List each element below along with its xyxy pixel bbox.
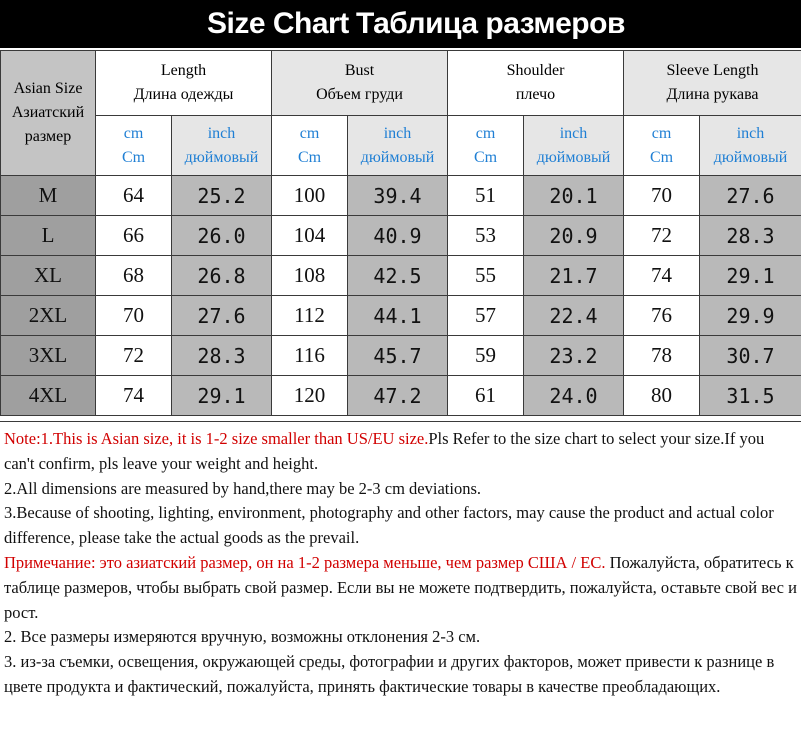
size-table: [0, 50, 801, 416]
inch-value-cell: 29.1: [700, 256, 801, 296]
cm-value-cell: 104: [272, 216, 348, 256]
cm-value-cell: 100: [272, 176, 348, 216]
cm-value-cell: 61: [448, 376, 524, 416]
cm-value-cell: 80: [624, 376, 700, 416]
cm-value-cell: 59: [448, 336, 524, 376]
inch-value-cell: 44.1: [348, 296, 448, 336]
unit-cm: cm Cm: [272, 116, 348, 176]
size-cell: M: [1, 176, 96, 216]
cm-value-cell: 70: [96, 296, 172, 336]
inch-value-cell: 27.6: [700, 176, 801, 216]
unit-inch: inch дюймовый: [348, 116, 448, 176]
table-row: [1, 256, 801, 296]
cm-value-cell: 116: [272, 336, 348, 376]
cm-value-cell: 51: [448, 176, 524, 216]
cm-value-cell: 120: [272, 376, 348, 416]
note-ru-1: Примечание: это азиатский размер, он на 1-2 размера меньше, чем размер США / ЕС. Пожалуйста, обратитесь к таблице размеров, чтобы выбрать свой размер. Если вы не можете подтвердить, пожалуйста, оставьте свой вес и рост.: [4, 552, 797, 622]
cm-value-cell: 68: [96, 256, 172, 296]
cm-value-cell: 57: [448, 296, 524, 336]
inch-value-cell: 39.4: [348, 176, 448, 216]
note-ru-2: 2. Все размеры измеряются вручную, возможны отклонения 2-3 см.: [4, 627, 481, 647]
cm-value-cell: 55: [448, 256, 524, 296]
note-ru-3: 3. из-за съемки, освещения, окружающей среды, фотографии и других факторов, может привести к разнице в цвете продукта и фактический, пожалуйста, принять фактические товары в качестве преобладающих.: [4, 652, 775, 696]
title-russian: Таблица размеров: [356, 7, 625, 40]
inch-value-cell: 40.9: [348, 216, 448, 256]
note-2: 2.All dimensions are measured by hand,there may be 2-3 cm deviations.: [4, 478, 481, 498]
table-row: [1, 336, 801, 376]
unit-cm: cm Cm: [624, 116, 700, 176]
inch-value-cell: 45.7: [348, 336, 448, 376]
inch-value-cell: 29.1: [172, 376, 272, 416]
size-cell: L: [1, 216, 96, 256]
cm-value-cell: 72: [96, 336, 172, 376]
cm-value-cell: 70: [624, 176, 700, 216]
inch-value-cell: 30.7: [700, 336, 801, 376]
inch-value-cell: 20.9: [524, 216, 624, 256]
inch-value-cell: 26.0: [172, 216, 272, 256]
size-cell: 4XL: [1, 376, 96, 416]
inch-value-cell: 27.6: [172, 296, 272, 336]
cm-value-cell: 74: [96, 376, 172, 416]
table-row: [1, 216, 801, 256]
inch-value-cell: 42.5: [348, 256, 448, 296]
unit-cm: cm Cm: [448, 116, 524, 176]
cm-value-cell: 78: [624, 336, 700, 376]
inch-value-cell: 20.1: [524, 176, 624, 216]
cm-value-cell: 112: [272, 296, 348, 336]
title-english: Size Chart: [207, 7, 349, 40]
inch-value-cell: 22.4: [524, 296, 624, 336]
cm-value-cell: 72: [624, 216, 700, 256]
inch-value-cell: 26.8: [172, 256, 272, 296]
asian-size-header: Asian Size Азиатский размер: [1, 51, 96, 176]
note-3: 3.Because of shooting, lighting, environment, photography and other factors, may cause the product and actual color difference, please take the actual goods as the prevail.: [4, 503, 774, 548]
size-cell: XL: [1, 256, 96, 296]
inch-value-cell: 28.3: [700, 216, 801, 256]
inch-value-cell: 21.7: [524, 256, 624, 296]
table-row: [1, 176, 801, 216]
cm-value-cell: 74: [624, 256, 700, 296]
note-1: Note:1.This is Asian size, it is 1-2 size smaller than US/EU size.Pls Refer to the size chart to select your size.If you can't confirm, pls leave your weight and height.: [4, 429, 765, 473]
size-cell: 2XL: [1, 296, 96, 336]
unit-inch: inch дюймовый: [524, 116, 624, 176]
unit-inch: inch дюймовый: [700, 116, 801, 176]
cm-value-cell: 64: [96, 176, 172, 216]
table-row: [1, 296, 801, 336]
inch-value-cell: 24.0: [524, 376, 624, 416]
cm-value-cell: 53: [448, 216, 524, 256]
inch-value-cell: 29.9: [700, 296, 801, 336]
title-bar: [0, 0, 801, 48]
cm-value-cell: 66: [96, 216, 172, 256]
inch-value-cell: 25.2: [172, 176, 272, 216]
bust-header: Bust Объем груди: [272, 51, 448, 116]
cm-value-cell: 108: [272, 256, 348, 296]
unit-cm: cm Cm: [96, 116, 172, 176]
inch-value-cell: 23.2: [524, 336, 624, 376]
inch-value-cell: 28.3: [172, 336, 272, 376]
size-cell: 3XL: [1, 336, 96, 376]
header-row-units: [1, 116, 801, 176]
sleeve-length-header: Sleeve Length Длина рукава: [624, 51, 801, 116]
inch-value-cell: 47.2: [348, 376, 448, 416]
unit-inch: inch дюймовый: [172, 116, 272, 176]
cm-value-cell: 76: [624, 296, 700, 336]
notes-section: [0, 421, 801, 730]
header-row-measures: [1, 51, 801, 116]
inch-value-cell: 31.5: [700, 376, 801, 416]
shoulder-header: Shoulder плечо: [448, 51, 624, 116]
length-header: Length Длина одежды: [96, 51, 272, 116]
table-row: [1, 376, 801, 416]
